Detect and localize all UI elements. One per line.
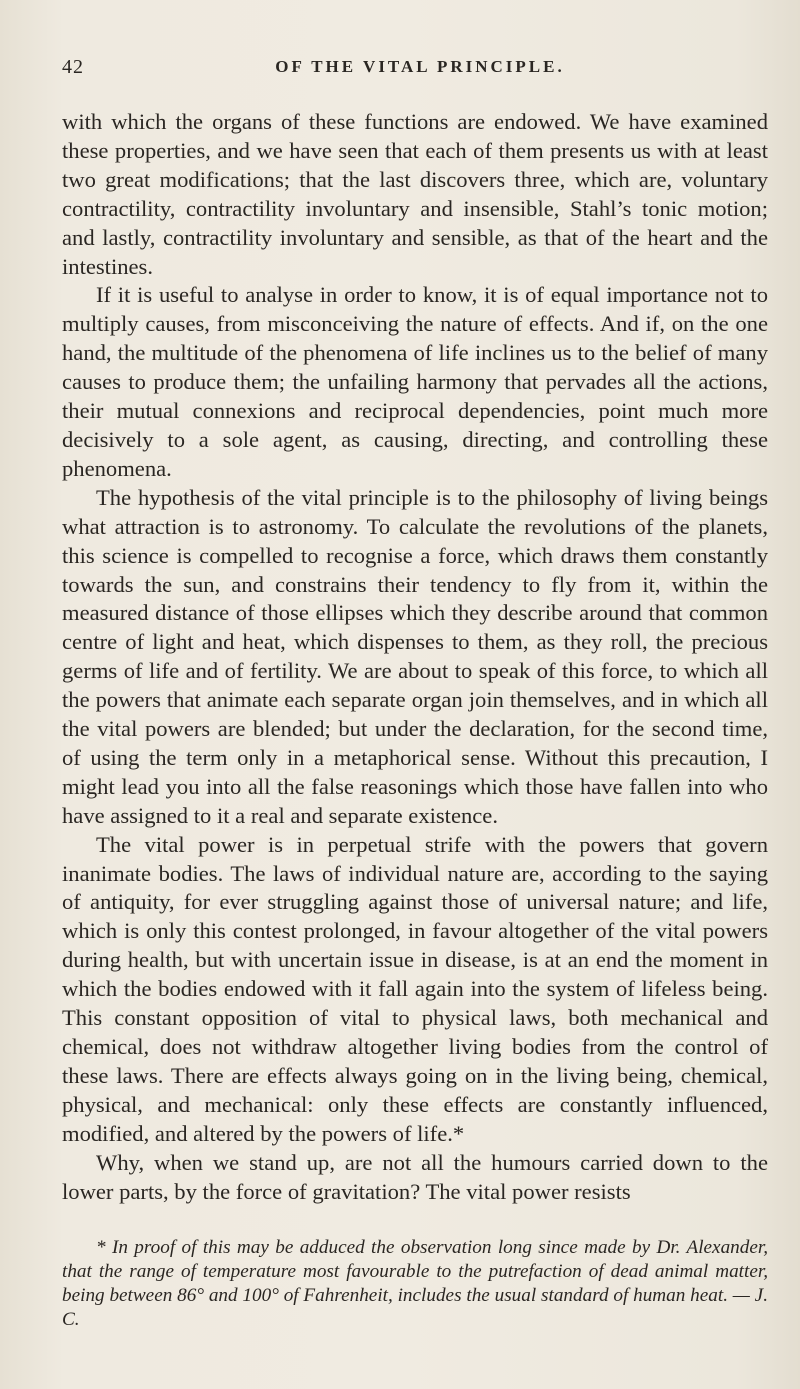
body-text bbox=[62, 108, 768, 1206]
paragraph: The hypothesis of the vital principle is to the philosophy of living beings what attraction is to astronomy. To calculate the revolutions of the planets, this science is compelled to recognise a force, which draws them constantly towards the sun, and constrains their tendency to fly from it, within the measured distance of those ellipses which they describe around that common centre of light and heat, which dispenses to them, as they roll, the precious germs of life and of fertility. We are about to speak of this force, to which all the powers that animate each separate organ join themselves, and in which all the vital powers are blended; but under the declaration, for the second time, of using the term only in a metaphorical sense. Without this precaution, I might lead you into all the false reasonings which those have fallen into who have assigned to it a real and separate existence. bbox=[62, 484, 768, 828]
page-number: 42 bbox=[62, 56, 84, 78]
running-title: OF THE VITAL PRINCIPLE. bbox=[275, 57, 565, 76]
footnote: * In proof of this may be adduced the observation long since made by Dr. Alexander, that the range of temperature most favourable to the putrefaction of dead animal matter, being between 86° and 100° of Fahrenheit, includes the usual standard of human heat. — J. C. bbox=[62, 1237, 768, 1330]
paragraph: If it is useful to analyse in order to know, it is of equal importance not to multiply causes, from misconceiving the nature of effects. And if, on the one hand, the multitude of the phenomena of life inclines us to the belief of many causes to produce them; the unfailing harmony that pervades all the actions, their mutual connexions and reciprocal dependencies, point much more decisively to a sole agent, as causing, directing, and controlling these phenomena. bbox=[62, 282, 768, 481]
page-header bbox=[0, 56, 800, 86]
paragraph: Why, when we stand up, are not all the humours carried down to the lower parts, by the force of gravitation? The vital power resists bbox=[62, 1149, 768, 1204]
paragraph: The vital power is in perpetual strife with the powers that govern inanimate bodies. The laws of individual nature are, according to the saying of antiquity, for ever struggling against those of universal nature; and life, which is only this contest prolonged, in favour altogether of the vital powers during health, but with uncertain issue in disease, is at an end the moment in which the bodies endowed with it fall again into the system of lifeless being. This constant opposition of vital to physical laws, both mechanical and chemical, does not withdraw altogether living bodies from the control of these laws. There are effects always going on in the living being, chemical, physical, and mechanical: only these effects are constantly influenced, modified, and altered by the powers of life.* bbox=[62, 831, 768, 1146]
paragraph-continued: with which the organs of these functions are endowed. We have examined these properties, and we have seen that each of them presents us with at least two great modifications; that the last discovers three, which are, voluntary contractility, contractility involuntary and insensible, Stahl’s tonic motion; and lastly, contractility involuntary and sensible, as that of the heart and the intestines. bbox=[62, 109, 768, 279]
